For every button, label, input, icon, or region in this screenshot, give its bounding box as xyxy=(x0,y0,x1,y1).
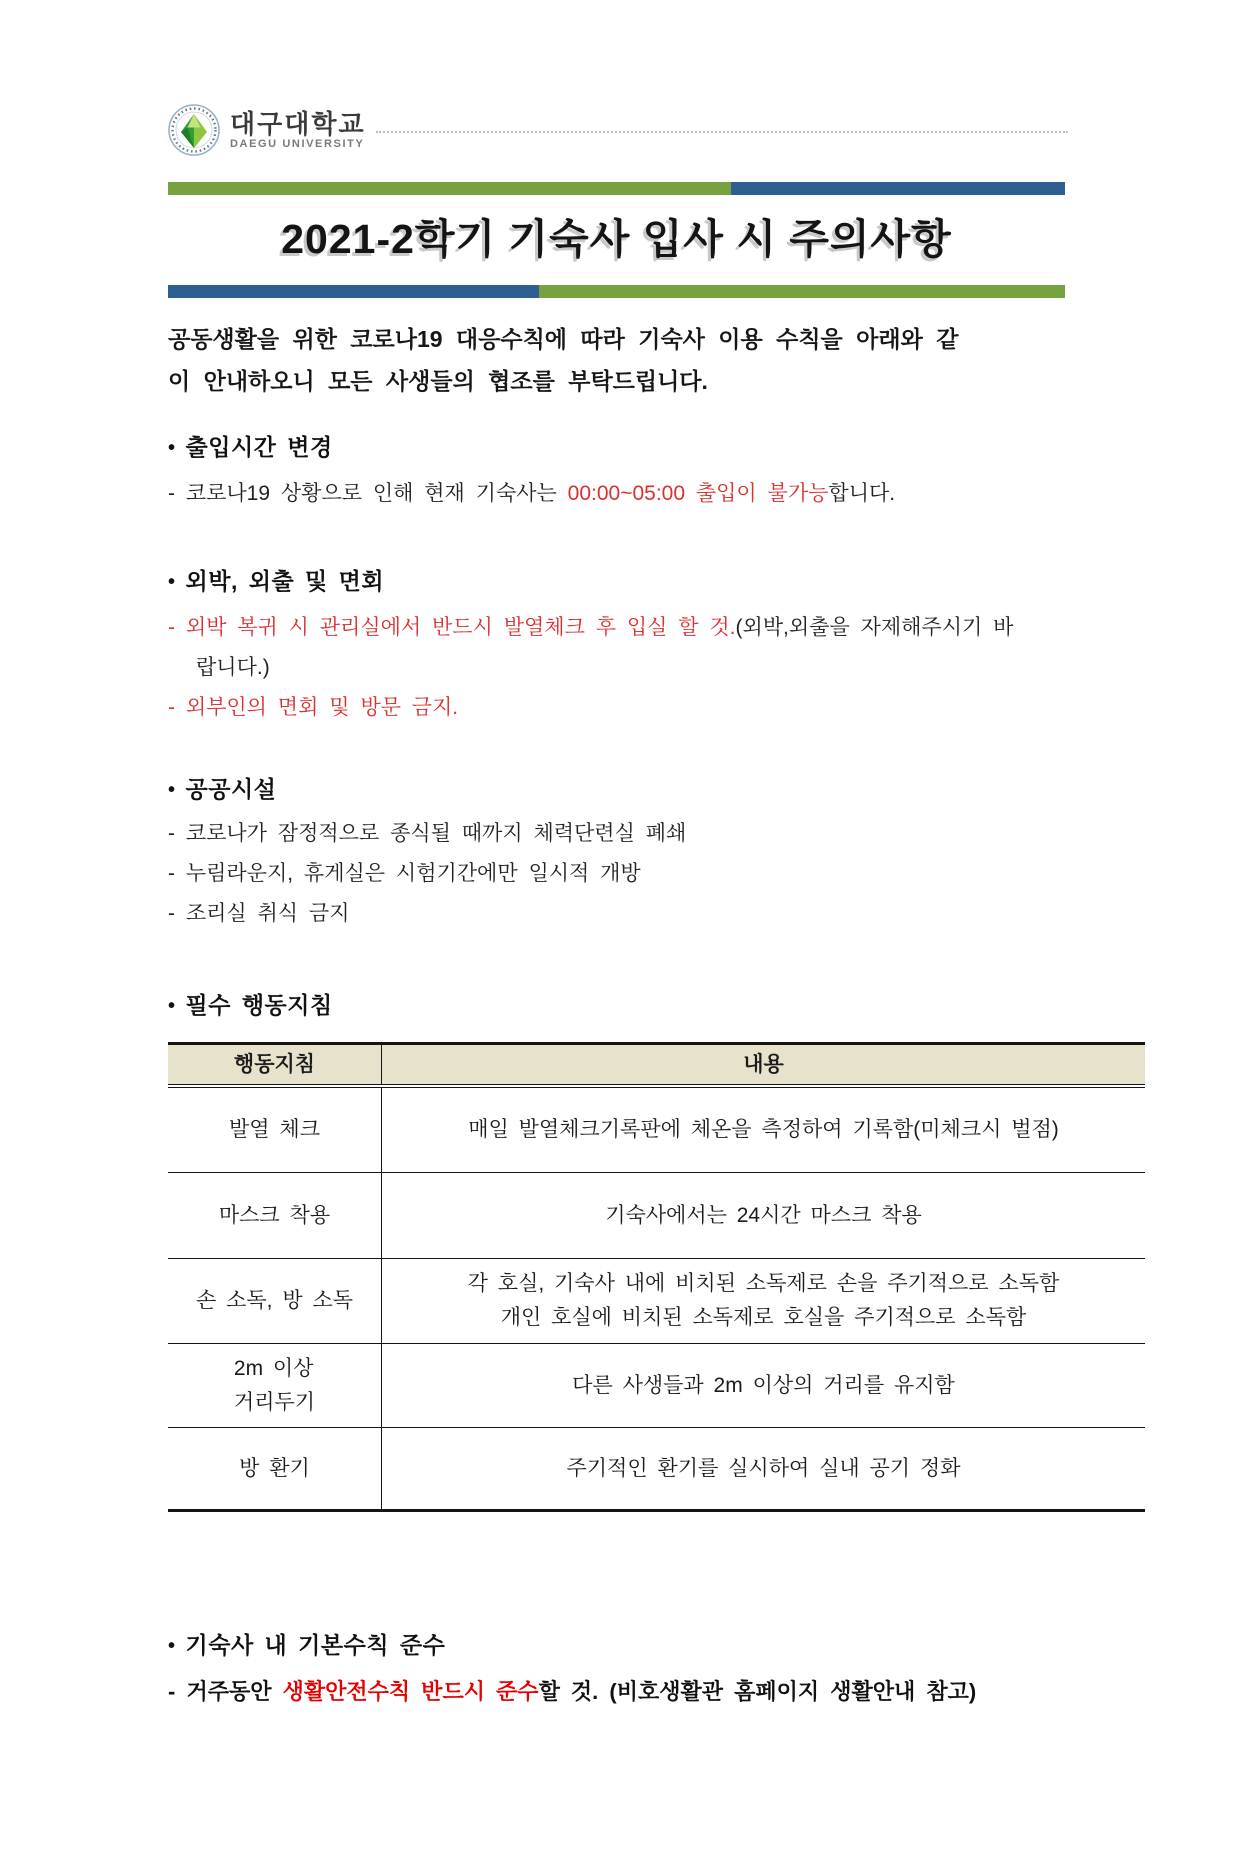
university-logo xyxy=(168,104,366,156)
section-heading-text: 외박, 외출 및 면회 xyxy=(185,568,385,594)
table-row-content xyxy=(382,1173,1145,1259)
rule-text-highlight: 생활안전수칙 반드시 준수 xyxy=(282,1679,539,1704)
intro-line-2: 이 안내하오니 모든 사생들의 협조를 부탁드립니다. xyxy=(168,368,708,394)
section-heading-public-facilities xyxy=(168,774,1170,806)
table-row-action xyxy=(168,1088,382,1173)
section-heading-text: 출입시간 변경 xyxy=(185,434,333,460)
content-text: 개인 호실에 비치된 소독제로 호실을 주기적으로 소독함 xyxy=(500,1306,1027,1329)
section-heading-text: 필수 행동지침 xyxy=(185,992,333,1018)
document-page xyxy=(0,104,1240,1710)
section-outing-visits xyxy=(168,566,1170,728)
university-header xyxy=(168,104,1068,156)
rule-item: - 조리실 취식 금지 xyxy=(168,902,350,925)
section-heading-basic-rules xyxy=(168,1630,1170,1662)
bar-blue-segment xyxy=(731,182,1065,195)
bullet-icon: • xyxy=(168,437,176,459)
table-row-action xyxy=(168,1344,382,1428)
section-public-facilities xyxy=(168,774,1170,934)
intro-paragraph xyxy=(168,318,983,402)
content-text: 기숙사에서는 24시간 마스크 착용 xyxy=(605,1203,922,1227)
rule-text: - 코로나19 상황으로 인해 현재 기숙사는 xyxy=(168,482,568,505)
title-bar-top xyxy=(168,182,1065,195)
rule-item-bold xyxy=(168,1674,1153,1710)
university-name-ko: 대구대학교 xyxy=(230,108,366,139)
rule-text-highlight: - 외부인의 면회 및 방문 금지. xyxy=(168,696,459,719)
action-label: 방 환기 xyxy=(239,1456,310,1480)
bar-blue-segment xyxy=(168,285,539,298)
section-action-guidelines xyxy=(168,990,1170,1512)
table-row-action xyxy=(168,1259,382,1344)
bullet-icon: • xyxy=(168,571,176,593)
bullet-icon: • xyxy=(168,1635,176,1657)
rule-item xyxy=(168,474,1153,514)
section-basic-rules xyxy=(168,1630,1170,1710)
action-label: 2m 이상 거리두기 xyxy=(233,1356,316,1414)
university-name-en: DAEGU UNIVERSITY xyxy=(230,137,365,150)
section-heading-action-guidelines xyxy=(168,990,1170,1022)
rule-text-highlight: - 외박 복귀 시 관리실에서 반드시 발열체크 후 입실 할 것. xyxy=(168,616,736,639)
section-heading-outing-visits xyxy=(168,566,1170,598)
table-row-action xyxy=(168,1428,382,1509)
section-heading-entry-hours xyxy=(168,432,1170,464)
header-divider-line xyxy=(376,131,1068,133)
table-header-content: 내용 xyxy=(382,1045,1145,1085)
rule-item: - 코로나가 잠정적으로 종식될 때까지 체력단련실 폐쇄 xyxy=(168,822,687,845)
content-text: 다른 사생들과 2m 이상의 거리를 유지함 xyxy=(572,1373,955,1397)
university-name xyxy=(230,110,366,151)
rule-text: - 거주동안 xyxy=(168,1679,283,1704)
table-row-content xyxy=(382,1088,1145,1173)
title-bar-bottom xyxy=(168,285,1065,298)
rule-text-continuation: 랍니다.) xyxy=(196,656,270,679)
guidelines-table xyxy=(168,1042,1145,1512)
action-label: 마스크 착용 xyxy=(218,1203,331,1227)
page-title: 2021-2학기 기숙사 입사 시 주의사항 xyxy=(281,216,952,262)
action-label: 발열 체크 xyxy=(229,1118,320,1141)
bullet-icon: • xyxy=(168,779,176,801)
university-seal-icon xyxy=(168,104,220,156)
rule-item xyxy=(168,688,1153,728)
bar-green-segment xyxy=(539,285,1065,298)
section-heading-text: 기숙사 내 기본수칙 준수 xyxy=(185,1632,446,1658)
table-row-content xyxy=(382,1344,1145,1428)
content-text: 주기적인 환기를 실시하여 실내 공기 정화 xyxy=(566,1456,961,1480)
content-text: 각 호실, 기숙사 내에 비치된 소독제로 손을 주기적으로 소독함 xyxy=(467,1272,1060,1295)
bullet-icon: • xyxy=(168,995,176,1017)
rule-item: - 누림라운지, 휴게실은 시험기간에만 일시적 개방 xyxy=(168,862,641,885)
section-entry-hours xyxy=(168,432,1170,514)
table-row-content xyxy=(382,1428,1145,1509)
intro-line-1: 공동생활을 위한 코로나19 대응수칙에 따라 기숙사 이용 수칙을 아래와 같 xyxy=(168,326,959,352)
rule-text: 할 것. (비호생활관 홈페이지 생활안내 참고) xyxy=(538,1679,977,1704)
bar-green-segment xyxy=(168,182,731,195)
action-label: 손 소독, 방 소독 xyxy=(195,1289,354,1312)
rule-text-highlight: 00:00~05:00 출입이 불가능 xyxy=(567,482,829,505)
table-header-action: 행동지침 xyxy=(168,1045,382,1085)
table-row-content xyxy=(382,1259,1145,1344)
content-text: 매일 발열체크기록판에 체온을 측정하여 기록함(미체크시 벌점) xyxy=(468,1118,1059,1141)
table-row-action xyxy=(168,1173,382,1259)
section-heading-text: 공공시설 xyxy=(185,776,277,802)
rule-text: 합니다. xyxy=(828,482,896,505)
rule-item xyxy=(168,608,1153,688)
rule-text: (외박,외출을 자제해주시기 바 xyxy=(735,616,1014,639)
